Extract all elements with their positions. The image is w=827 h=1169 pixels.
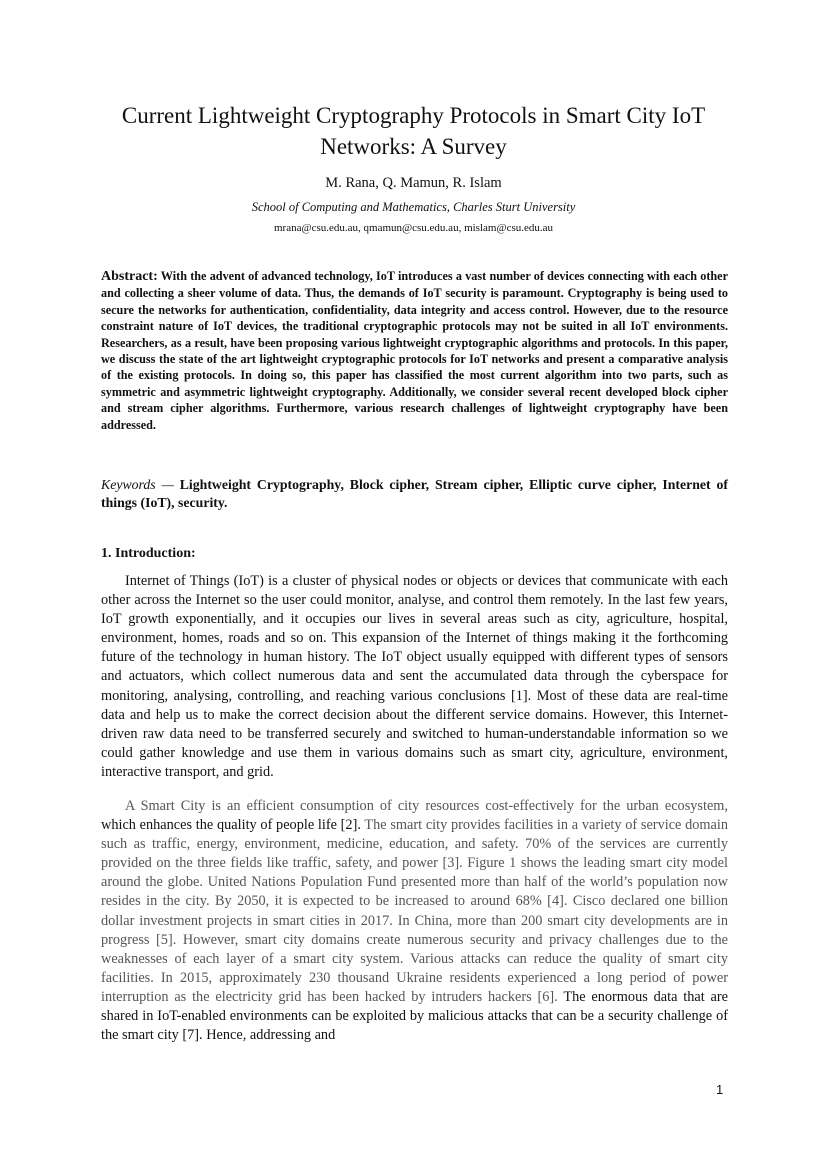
keywords-separator: — [155, 477, 180, 492]
intro-paragraph-1: Internet of Things (IoT) is a cluster of physical nodes or objects or devices that communicate with each other across the Internet so the user could monitor, analyse, and control them remotely. In the last few years, IoT growth exponentially, and it occupies our lives in several areas such as city, agriculture, hospital, environment, homes, roads and so on. This expansion of the Internet of things making it the forthcoming future of the technology in human history. The IoT object usually equipped with different types of sensors and actuators, which collect numerous data and sent the accumulated data through the cyberspace for monitoring, analysing, controlling, and reaching various conclusions [1]. Most of these data are real-time data and help us to make the correct decision about the different service domains. However, this Internet-driven raw data need to be transferred securely and switched to human-understandable information so we could gather knowledge and use them in various domains such as smart city, agriculture, environment, interactive transport, and grid. [101, 573, 728, 780]
intro-paragraph-2-part-b: which enhances the quality of people life [2]. [101, 817, 361, 834]
intro-paragraph-2-part-c: The smart city provides facilities in a variety of service domain such as traffic, energy, environment, medicine, education, and safety. 70% of the services are currently provided on the three fields like traffic, safety, and power [3]. Figure 1 shows the leading smart city model around the globe. United Nations Population Fund presented more than half of the world’s population now resides in the city. By 2050, it is expected to be increased to around 68% [4]. Cisco declared one billion dollar investment projects in smart cities in 2017. In China, more than 200 smart city developments are in progress [5]. However, smart city domains create numerous security and privacy challenges due to the weaknesses of each layer of a smart city system. Various attacks can reduce the quality of smart city facilities. In 2015, approximately 230 thousand Ukraine residents experienced a long period of power interruption as the electricity grid has been hacked by intruders hackers [6]. [101, 817, 728, 1005]
paper-title: Current Lightweight Cryptography Protocols in Smart City IoT Networks: A Survey [121, 103, 706, 159]
section-heading-introduction: 1. Introduction: [101, 546, 196, 561]
intro-paragraph-2 [101, 797, 728, 1045]
abstract [101, 268, 728, 433]
intro-paragraph-2-part-a: A Smart City is an efficient consumption of city resources cost-effectively for the urban ecosystem, [125, 798, 728, 814]
intro-paragraph-2-part-d: The enormous data that are shared in IoT-enabled environments can be exploited by malicious attacks that can be a security challenge of the smart city [7]. Hence, addressing and [101, 988, 728, 1044]
page-number: 1 [716, 1082, 724, 1097]
keywords [101, 476, 728, 512]
author-emails: mrana@csu.edu.au, qmamun@csu.edu.au, mislam@csu.edu.au [273, 222, 554, 234]
affiliation: School of Computing and Mathematics, Charles Sturt University [251, 200, 576, 214]
keywords-label: Keywords [101, 477, 156, 492]
keywords-text: Lightweight Cryptography, Block cipher, Stream cipher, Elliptic curve cipher, Internet of things (IoT), security. [101, 477, 729, 510]
abstract-label: Abstract: [101, 269, 158, 284]
abstract-text: With the advent of advanced technology, IoT introduces a vast number of devices connecting with each other and collecting a sheer volume of data. Thus, the demands of IoT security is paramount. Cryptography is being used to secure the networks for authentication, confidentiality, data integrity and access control. However, due to the resource constraint nature of IoT devices, the traditional cryptographic protocols may not be suited in all IoT environments. Researchers, as a result, have been proposing various lightweight cryptographic algorithms and protocols. In this paper, we discuss the state of the art lightweight cryptographic protocols for IoT networks and present a comparative analysis of the existing protocols. In doing so, this paper has classified the most current algorithm into two parts, such as symmetric and asymmetric lightweight cryptography. Additionally, we consider several recent developed block cipher and stream cipher algorithms. Furthermore, various research challenges of lightweight cryptography have been addressed. [101, 269, 728, 432]
author-list: M. Rana, Q. Mamun, R. Islam [325, 175, 502, 191]
